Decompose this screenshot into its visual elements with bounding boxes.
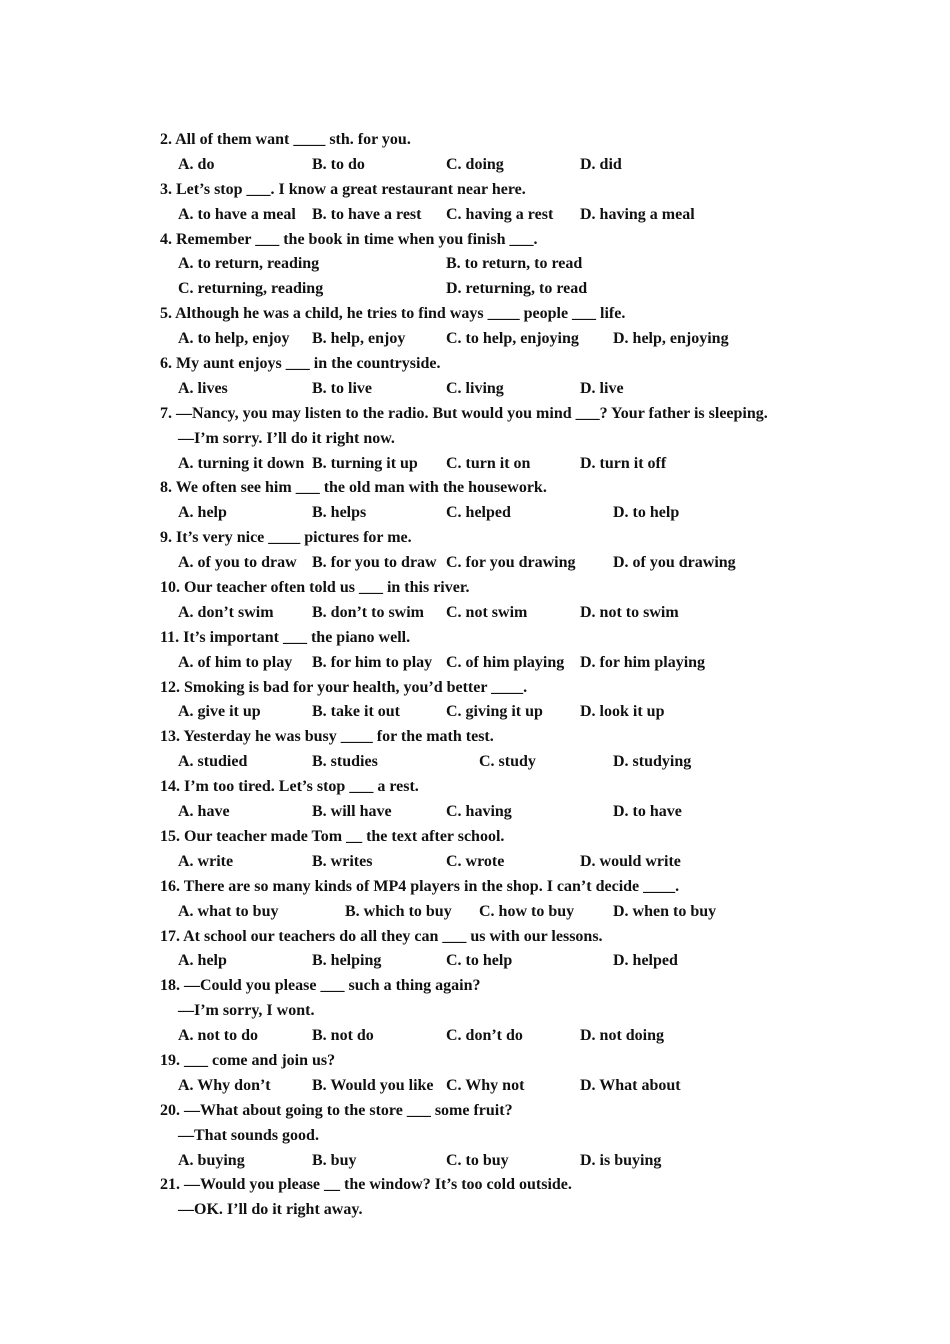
answer-option: D. turn it off	[580, 454, 667, 472]
answer-option: A. of him to play	[178, 653, 293, 671]
answer-option: D. to have	[613, 803, 682, 821]
options-row	[0, 203, 950, 228]
answer-option: A. to help, enjoy	[178, 330, 290, 348]
answer-option: A. not to do	[178, 1027, 259, 1045]
answer-option: C. not swim	[446, 603, 528, 621]
answer-option: B. to return, to read	[446, 255, 583, 273]
answer-option: C. having a rest	[446, 205, 554, 223]
answer-option: D. returning, to read	[446, 280, 588, 298]
answer-option: D. would write	[580, 852, 681, 870]
answer-option: D. did	[580, 155, 622, 173]
answer-option: B. helps	[312, 504, 367, 522]
question-stem: 8. We often see him ___ the old man with the housework.	[160, 479, 547, 497]
answer-option: D. having a meal	[580, 205, 695, 223]
answer-option: D. for him playing	[580, 653, 706, 671]
question-stem: 13. Yesterday he was busy ____ for the math test.	[160, 728, 494, 746]
answer-option: B. help, enjoy	[312, 330, 406, 348]
dialog-reply: —OK. I’ll do it right away.	[178, 1201, 363, 1219]
question-stem: 16. There are so many kinds of MP4 players in the shop. I can’t decide ____.	[160, 877, 680, 895]
answer-option: A. of you to draw	[178, 554, 297, 572]
answer-option: C. how to buy	[479, 902, 575, 920]
answer-option: C. returning, reading	[178, 280, 324, 298]
answer-option: C. study	[479, 753, 536, 771]
question-stem: 4. Remember ___ the book in time when you finish ___.	[160, 230, 538, 248]
question-stem: 3. Let’s stop ___. I know a great restaurant near here.	[160, 180, 526, 198]
question-stem: 21. —Would you please __ the window? It’s too cold outside.	[160, 1176, 572, 1194]
options-row	[0, 750, 950, 775]
question-stem: 18. —Could you please ___ such a thing again?	[160, 977, 481, 995]
question-stem: 10. Our teacher often told us ___ in this river.	[160, 579, 470, 597]
answer-option: A. to return, reading	[178, 255, 320, 273]
question-stem: 2. All of them want ____ sth. for you.	[160, 131, 411, 148]
options-row	[0, 900, 950, 925]
answer-option: D. What about	[580, 1076, 681, 1094]
answer-option: D. live	[580, 379, 624, 397]
answer-option: D. when to buy	[613, 902, 717, 920]
answer-option: B. turning it up	[312, 454, 418, 472]
answer-option: C. don’t do	[446, 1027, 523, 1045]
answer-option: A. give it up	[178, 703, 261, 721]
question-stem: 14. I’m too tired. Let’s stop ___ a rest.	[160, 778, 419, 796]
answer-option: D. studying	[613, 753, 692, 771]
answer-option: B. helping	[312, 952, 382, 970]
answer-option: C. for you drawing	[446, 554, 576, 572]
answer-option: C. to buy	[446, 1151, 509, 1169]
answer-option: D. of you drawing	[613, 554, 736, 572]
options-row	[0, 949, 950, 974]
answer-option: B. to have a rest	[312, 205, 422, 223]
dialog-reply: —I’m sorry. I’ll do it right now.	[178, 429, 395, 447]
answer-option: D. help, enjoying	[613, 330, 729, 348]
answer-option: D. look it up	[580, 703, 665, 721]
answer-option: A. help	[178, 952, 227, 970]
answer-option: C. living	[446, 379, 504, 397]
answer-option: B. which to buy	[345, 902, 452, 920]
options-row	[0, 153, 950, 178]
answer-option: A. do	[178, 155, 215, 173]
dialog-reply: —That sounds good.	[178, 1126, 319, 1144]
answer-option: A. what to buy	[178, 902, 279, 920]
answer-option: A. to have a meal	[178, 205, 296, 223]
answer-option: B. buy	[312, 1151, 357, 1169]
answer-option: B. will have	[312, 803, 392, 821]
answer-option: A. lives	[178, 379, 228, 397]
question-stem: 5. Although he was a child, he tries to find ways ____ people ___ life.	[160, 305, 626, 323]
question-stem: 12. Smoking is bad for your health, you’d better ____.	[160, 678, 528, 696]
dialog-reply: —I’m sorry, I wont.	[178, 1002, 315, 1020]
options-row	[0, 1024, 950, 1049]
answer-option: D. helped	[613, 952, 678, 970]
options-row	[0, 601, 950, 626]
options-row	[0, 800, 950, 825]
question-stem: 9. It’s very nice ____ pictures for me.	[160, 529, 412, 547]
answer-option: C. wrote	[446, 852, 505, 870]
answer-option: A. turning it down	[178, 454, 305, 472]
question-stem: 7. —Nancy, you may listen to the radio. But would you mind ___? Your father is sleeping.	[160, 404, 768, 422]
answer-option: A. write	[178, 852, 234, 870]
answer-option: A. don’t swim	[178, 603, 274, 621]
answer-option: B. to live	[312, 379, 372, 397]
answer-option: C. doing	[446, 155, 504, 173]
options-row	[0, 700, 950, 725]
answer-option: D. not doing	[580, 1027, 665, 1045]
options-row	[0, 377, 950, 402]
answer-option: A. help	[178, 504, 227, 522]
answer-option: D. is buying	[580, 1151, 662, 1169]
answer-option: B. Would you like	[312, 1076, 434, 1094]
answer-option: A. Why don’t	[178, 1076, 271, 1094]
answer-option: B. for him to play	[312, 653, 433, 671]
options-row	[0, 327, 950, 352]
question-stem: 19. ___ come and join us?	[160, 1051, 336, 1069]
options-row	[0, 850, 950, 875]
answer-option: C. having	[446, 803, 512, 821]
answer-option: B. don’t to swim	[312, 603, 425, 621]
options-row	[0, 551, 950, 576]
answer-option: B. to do	[312, 155, 365, 173]
options-row	[0, 651, 950, 676]
answer-option: C. Why not	[446, 1076, 525, 1094]
answer-option: B. writes	[312, 852, 373, 870]
answer-option: C. helped	[446, 504, 511, 522]
question-stem: 15. Our teacher made Tom __ the text after school.	[160, 827, 505, 845]
answer-option: A. have	[178, 803, 230, 821]
answer-option: D. to help	[613, 504, 680, 522]
question-stem: 20. —What about going to the store ___ some fruit?	[160, 1101, 513, 1119]
exam-document	[0, 128, 950, 1223]
answer-option: D. not to swim	[580, 603, 679, 621]
answer-option: B. for you to draw	[312, 554, 437, 572]
answer-option: B. not do	[312, 1027, 374, 1045]
options-row	[0, 277, 950, 302]
options-row	[0, 1149, 950, 1174]
options-row	[0, 1074, 950, 1099]
question-stem: 17. At school our teachers do all they can ___ us with our lessons.	[160, 927, 603, 945]
answer-option: C. turn it on	[446, 454, 531, 472]
answer-option: A. buying	[178, 1151, 245, 1169]
answer-option: C. of him playing	[446, 653, 565, 671]
options-row	[0, 452, 950, 477]
answer-option: B. studies	[312, 753, 378, 771]
options-row	[0, 252, 950, 277]
answer-option: C. giving it up	[446, 703, 543, 721]
answer-option: A. studied	[178, 753, 248, 771]
question-stem: 11. It’s important ___ the piano well.	[160, 628, 411, 646]
question-stem: 6. My aunt enjoys ___ in the countryside.	[160, 355, 441, 373]
answer-option: B. take it out	[312, 703, 400, 721]
answer-option: C. to help, enjoying	[446, 330, 579, 348]
options-row	[0, 501, 950, 526]
answer-option: C. to help	[446, 952, 513, 970]
